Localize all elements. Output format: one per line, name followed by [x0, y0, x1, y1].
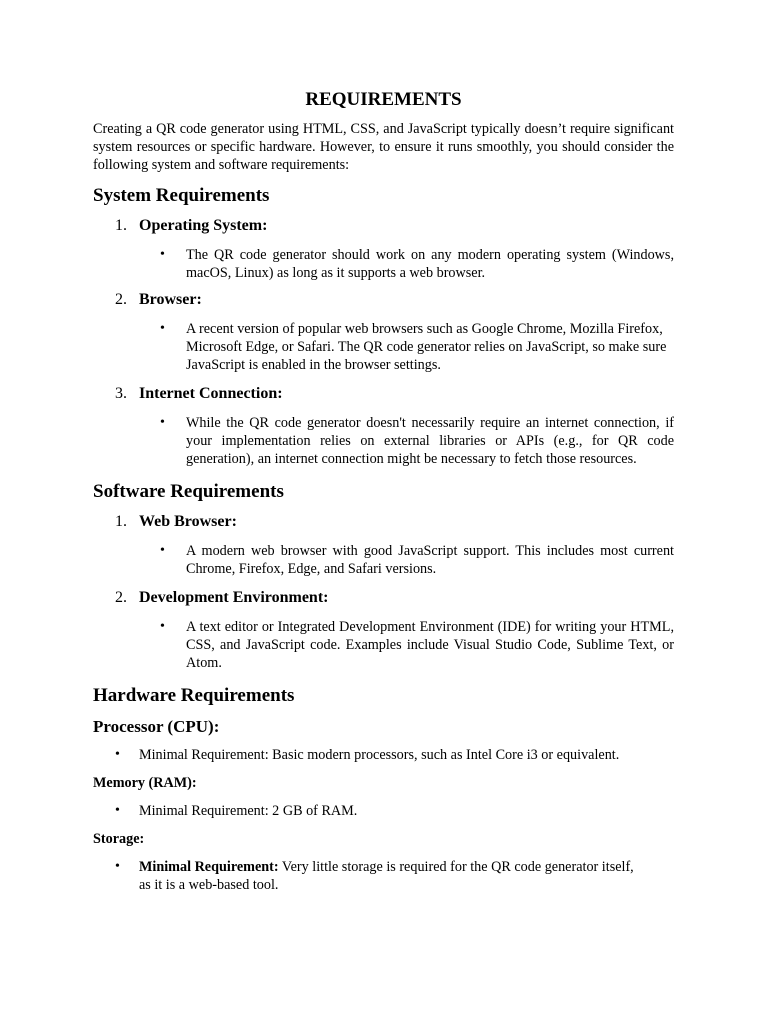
item-label: Internet Connection: [139, 385, 283, 402]
item-number: 3. [115, 385, 127, 402]
bullet-icon: • [115, 747, 120, 762]
bullet-item [93, 802, 674, 820]
item-label: Browser: [139, 291, 202, 308]
bullet-icon: • [160, 543, 165, 558]
bullet-text: The QR code generator should work on any modern operating system (Windows, macOS, Linux) as long as it supports a web browser. [186, 247, 674, 281]
bullet-item [93, 414, 674, 468]
item-number: 2. [115, 291, 127, 308]
bullet-bold-text: Minimal Requirement: [139, 859, 279, 875]
ram-heading: Memory (RAM): [93, 775, 197, 791]
bullet-text: Very little storage is required for the QR code generator itself, as it is a web-based tool. [139, 859, 634, 893]
software-item-web-browser [93, 512, 674, 532]
system-requirements-heading: System Requirements [93, 185, 270, 206]
storage-heading: Storage: [93, 831, 145, 847]
bullet-icon: • [115, 859, 120, 874]
item-number: 2. [115, 589, 127, 606]
bullet-icon: • [160, 415, 165, 430]
document-title: REQUIREMENTS [305, 89, 462, 110]
intro-paragraph: Creating a QR code generator using HTML, CSS, and JavaScript typically doesn’t require significant system resources or specific hardware. However, to ensure it runs smoothly, you should consider the following system and software requirements: [93, 121, 674, 173]
bullet-item [93, 320, 674, 374]
bullet-item [93, 246, 674, 282]
bullet-text: A modern web browser with good JavaScript support. This includes most current Chrome, Firefox, Edge, and Safari versions. [186, 543, 674, 577]
bullet-icon: • [160, 321, 165, 336]
system-item-operating-system [93, 216, 674, 236]
system-item-internet-connection [93, 384, 674, 404]
item-label: Development Environment: [139, 589, 329, 606]
bullet-text: Minimal Requirement: 2 GB of RAM. [139, 803, 358, 819]
bullet-text: Minimal Requirement: Basic modern processors, such as Intel Core i3 or equivalent. [139, 747, 620, 763]
bullet-item [93, 858, 649, 894]
system-item-browser [93, 290, 674, 310]
bullet-text: A recent version of popular web browsers such as Google Chrome, Mozilla Firefox, Microsoft Edge, or Safari. The QR code generator relies on JavaScript, so make sure JavaScript is enabled in the browser settings. [186, 321, 667, 373]
bullet-text: A text editor or Integrated Development Environment (IDE) for writing your HTML, CSS, and JavaScript code. Examples include Visual Studio Code, Sublime Text, or Atom. [186, 619, 674, 671]
bullet-text: While the QR code generator doesn't necessarily require an internet connection, if your implementation relies on external libraries or APIs (e.g., for QR code generation), an internet connection might be necessary to fetch those resources. [186, 415, 674, 467]
item-label: Operating System: [139, 217, 268, 234]
item-label: Web Browser: [139, 513, 237, 530]
software-item-development-environment [93, 588, 674, 608]
bullet-icon: • [160, 247, 165, 262]
item-number: 1. [115, 513, 127, 530]
bullet-item [93, 542, 674, 578]
cpu-heading: Processor (CPU): [93, 717, 220, 736]
bullet-icon: • [160, 619, 165, 634]
item-number: 1. [115, 217, 127, 234]
document-page [93, 88, 674, 894]
hardware-requirements-heading: Hardware Requirements [93, 685, 295, 706]
bullet-icon: • [115, 803, 120, 818]
bullet-item [93, 618, 674, 672]
bullet-item [93, 746, 674, 764]
software-requirements-heading: Software Requirements [93, 481, 284, 502]
